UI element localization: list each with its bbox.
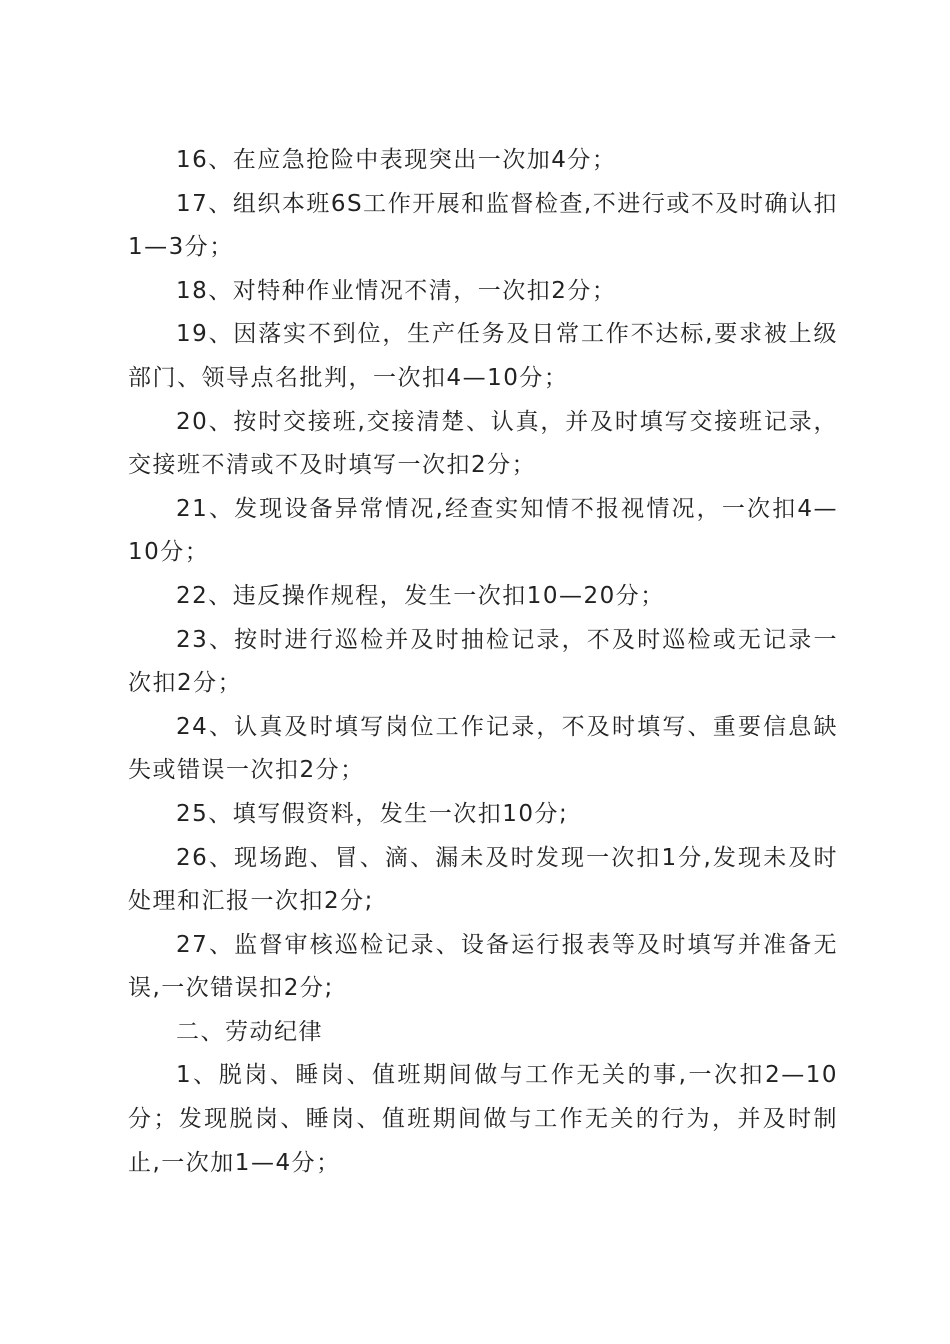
clause-21: 21、发现设备异常情况,经查实知情不报视情况，一次扣4—10分； [128, 495, 838, 566]
clause-22: 22、违反操作规程，发生一次扣10—20分； [176, 582, 665, 609]
clause-27: 27、监督审核巡检记录、设备运行报表等及时填写并准备无误,一次错误扣2分; [128, 931, 838, 1002]
clause-20: 20、按时交接班,交接清楚、认真，并及时填写交接班记录，交接班不清或不及时填写一次扣2分； [128, 408, 838, 479]
clause-17: 17、组织本班6S工作开展和监督检查,不进行或不及时确认扣1—3分； [128, 190, 838, 261]
clause-26: 26、现场跑、冒、滴、漏未及时发现一次扣1分,发现未及时处理和汇报一次扣2分; [128, 844, 838, 915]
clause-25: 25、填写假资料，发生一次扣10分; [176, 800, 569, 827]
clause-16: 16、在应急抢险中表现突出一次加4分； [176, 147, 617, 173]
document-body [128, 139, 838, 1185]
section-heading-labor-discipline: 二、劳动纪律 [176, 1018, 323, 1045]
clause-18: 18、对特种作业情况不清，一次扣2分； [176, 277, 617, 304]
clause-23: 23、按时进行巡检并及时抽检记录，不及时巡检或无记录一次扣2分； [128, 626, 838, 697]
clause-19: 19、因落实不到位，生产任务及日常工作不达标,要求被上级部门、领导点名批判，一次扣4—10分； [128, 321, 838, 391]
labor-clause-1: 1、脱岗、睡岗、值班期间做与工作无关的事,一次扣2—10分；发现脱岗、睡岗、值班期间做与工作无关的行为，并及时制止,一次加1—4分； [128, 1062, 838, 1176]
clause-24: 24、认真及时填写岗位工作记录，不及时填写、重要信息缺失或错误一次扣2分； [128, 713, 838, 784]
